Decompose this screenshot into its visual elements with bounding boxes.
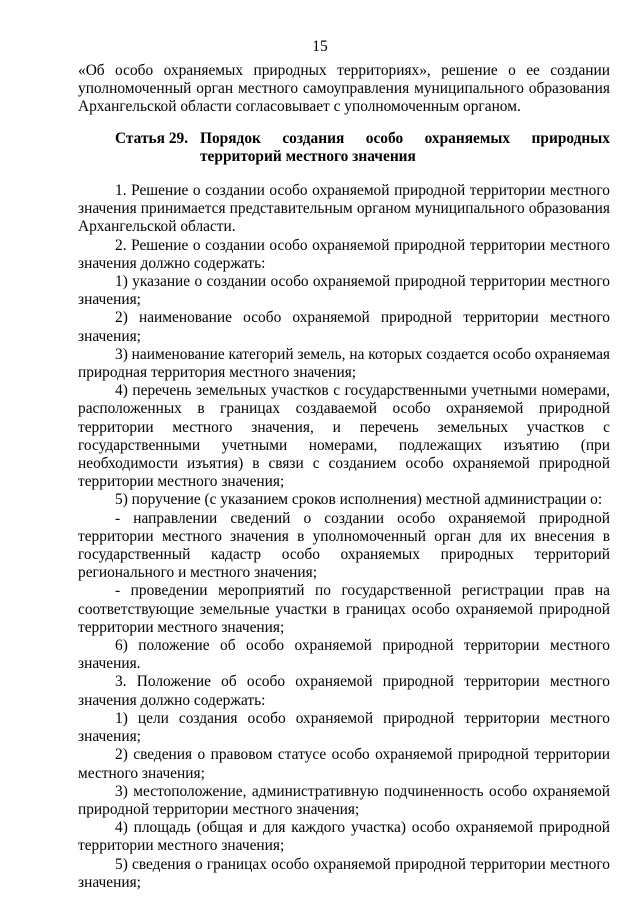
- paragraph: 2) наименование особо охраняемой природной территории местного значения;: [78, 309, 610, 345]
- paragraph: - направлении сведений о создании особо охраняемой природной территории местного значения в уполномоченный орган для их внесения в государственный кадастр особо охраняемых природных территорий регионального и местного значения;: [78, 509, 610, 582]
- paragraph: 5) сведения о границах особо охраняемой природной территории местного значения;: [78, 855, 610, 891]
- paragraph: 1. Решение о создании особо охраняемой природной территории местного значения принимается представительным органом муниципального образования Архангельской области.: [78, 182, 610, 236]
- intro-text: «Об особо охраняемых природных территориях», решение о ее создании уполномоченный орган местного самоуправления муниципального образования Архангельской области согласовывает с уполномоченным органом.: [78, 62, 610, 116]
- intro-paragraph: [78, 62, 610, 117]
- article-body: [78, 182, 610, 892]
- paragraph: 3. Положение об особо охраняемой природной территории местного значения должно содержать:: [78, 673, 610, 709]
- paragraph: - проведении мероприятий по государственной регистрации прав на соответствующие земельные участки в границах особо охраняемой природной территории местного значения;: [78, 582, 610, 636]
- article-title: Порядок создания особо охраняемых природных территорий местного значения: [200, 130, 610, 166]
- paragraph: 3) местоположение, административную подчиненность особо охраняемой природной территории местного значения;: [78, 782, 610, 818]
- paragraph: 2) сведения о правовом статусе особо охраняемой природной территории местного значения;: [78, 746, 610, 782]
- paragraph: 6) положение об особо охраняемой природной территории местного значения.: [78, 637, 610, 673]
- paragraph: 5) поручение (с указанием сроков исполнения) местной администрации о:: [115, 491, 603, 509]
- article-heading: [115, 130, 610, 166]
- paragraph: 2. Решение о создании особо охраняемой природной территории местного значения должно содержать:: [78, 236, 610, 272]
- paragraph: 4) площадь (общая и для каждого участка) особо охраняемой природной территории местного значения;: [78, 819, 610, 855]
- page-number: 15: [312, 38, 328, 55]
- article-number: Статья 29.: [115, 130, 189, 147]
- paragraph: 1) указание о создании особо охраняемой природной территории местного значения;: [78, 273, 610, 309]
- paragraph: 3) наименование категорий земель, на которых создается особо охраняемая природная территория местного значения;: [78, 345, 610, 382]
- paragraph: 1) цели создания особо охраняемой природной территории местного значения;: [78, 709, 610, 746]
- paragraph: 4) перечень земельных участков с государственными учетными номерами, расположенных в границах создаваемой особо охраняемой природной территории местного значения, и перечень земельных участков с государственными учетными номерами, подлежащих изъятию (при необходимости изъятия) в связи с созданием особо охраняемой природной территории местного значения;: [78, 382, 610, 491]
